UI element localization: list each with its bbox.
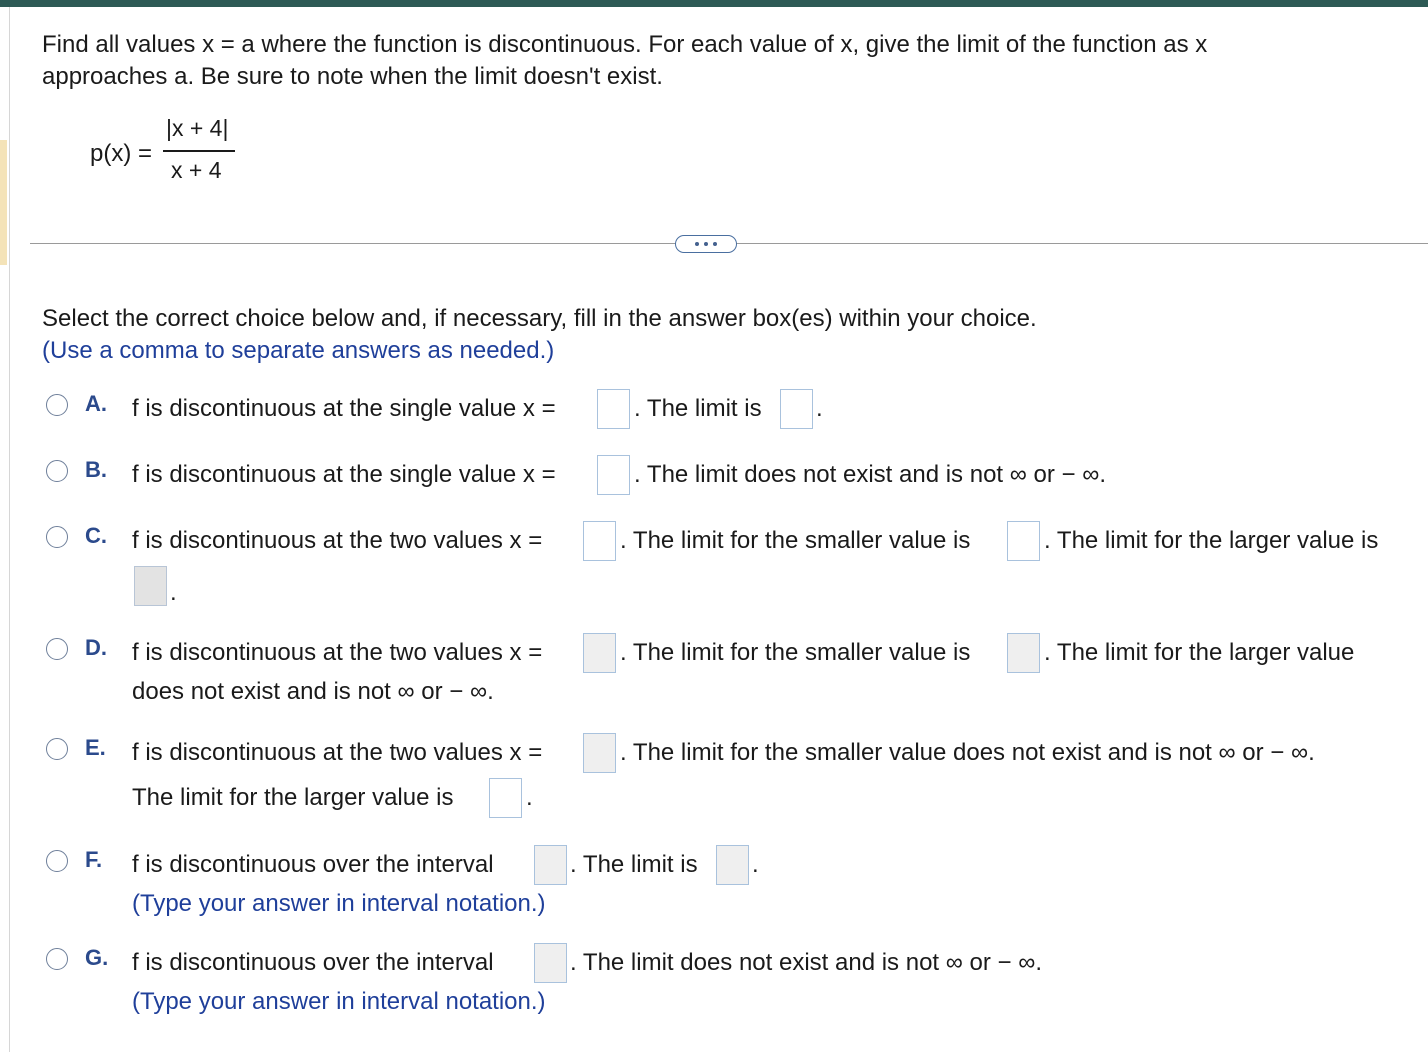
fraction-denominator: x + 4 [171,157,222,183]
function-label: p(x) = [90,140,153,167]
choice-b-text-2: . The limit does not exist and is not ∞ or − ∞. [634,461,1106,488]
top-bar [0,0,1428,7]
choice-c-text-3: . The limit for the larger value is [1044,527,1379,554]
choice-c-larger-limit-input[interactable] [134,566,167,606]
choice-f-letter: F. [85,847,103,872]
choice-g-interval-input[interactable] [534,943,567,983]
question-marker [0,140,7,265]
ellipsis-icon [695,242,699,246]
instructions-hint: (Use a comma to separate answers as needed.) [42,337,555,364]
choice-g-hint: (Type your answer in interval notation.) [132,988,546,1015]
choice-a-radio[interactable] [46,394,68,416]
choice-d-text-4: does not exist and is not ∞ or − ∞. [132,678,494,705]
choice-g-radio[interactable] [46,948,68,970]
choice-f-radio[interactable] [46,850,68,872]
choice-e-text: f is discontinuous at the two values x = [132,739,543,766]
choice-d-radio[interactable] [46,638,68,660]
choice-a-limit-input[interactable] [780,389,813,429]
choice-f-hint: (Type your answer in interval notation.) [132,890,546,917]
choice-b-letter: B. [85,457,107,482]
choice-f-text: f is discontinuous over the interval [132,851,494,878]
choice-d-text-2: . The limit for the smaller value is [620,639,971,666]
question-text-line1: Find all values x = a where the function is discontinuous. For each value of x, give the limit of the function as x [42,31,1208,58]
choice-e-letter: E. [85,735,106,760]
choice-b-radio[interactable] [46,460,68,482]
choice-c-letter: C. [85,523,107,548]
choice-d-smaller-limit-input[interactable] [1007,633,1040,673]
choice-f-text-3: . [752,851,759,878]
choice-c-text: f is discontinuous at the two values x = [132,527,543,554]
choice-d-letter: D. [85,635,107,660]
choice-c-x-input[interactable] [583,521,616,561]
choice-a-letter: A. [85,391,107,416]
choice-b-text: f is discontinuous at the single value x = [132,461,556,488]
choice-c-text-2: . The limit for the smaller value is [620,527,971,554]
choice-f-text-2: . The limit is [570,851,698,878]
choice-e-larger-limit-input[interactable] [489,778,522,818]
choice-c-text-4: . [170,579,177,606]
choice-d-x-input[interactable] [583,633,616,673]
choice-d-text-3: . The limit for the larger value [1044,639,1355,666]
choice-e-text-3: The limit for the larger value is [132,784,454,811]
choice-e-x-input[interactable] [583,733,616,773]
choice-e-text-4: . [526,784,533,811]
ellipsis-icon [713,242,717,246]
question-text-line2: approaches a. Be sure to note when the limit doesn't exist. [42,63,663,90]
fraction-numerator: |x + 4| [166,115,229,141]
choice-b-x-input[interactable] [597,455,630,495]
instructions-text: Select the correct choice below and, if necessary, fill in the answer box(es) within your choice. [42,305,1037,332]
choice-a-text: f is discontinuous at the single value x = [132,395,556,422]
choice-g-text-2: . The limit does not exist and is not ∞ or − ∞. [570,949,1042,976]
choice-a-text-3: . [816,395,823,422]
choice-g-text: f is discontinuous over the interval [132,949,494,976]
choice-c-smaller-limit-input[interactable] [1007,521,1040,561]
choice-a-x-input[interactable] [597,389,630,429]
choice-g-letter: G. [85,945,109,970]
choice-f-interval-input[interactable] [534,845,567,885]
choice-e-radio[interactable] [46,738,68,760]
choice-e-text-2: . The limit for the smaller value does not exist and is not ∞ or − ∞. [620,739,1315,766]
ellipsis-icon [704,242,708,246]
choice-c-radio[interactable] [46,526,68,548]
choice-a-text-2: . The limit is [634,395,762,422]
more-button[interactable] [675,235,737,253]
choice-f-limit-input[interactable] [716,845,749,885]
choice-d-text: f is discontinuous at the two values x = [132,639,543,666]
left-border [9,7,10,1052]
fraction-bar [163,150,235,152]
